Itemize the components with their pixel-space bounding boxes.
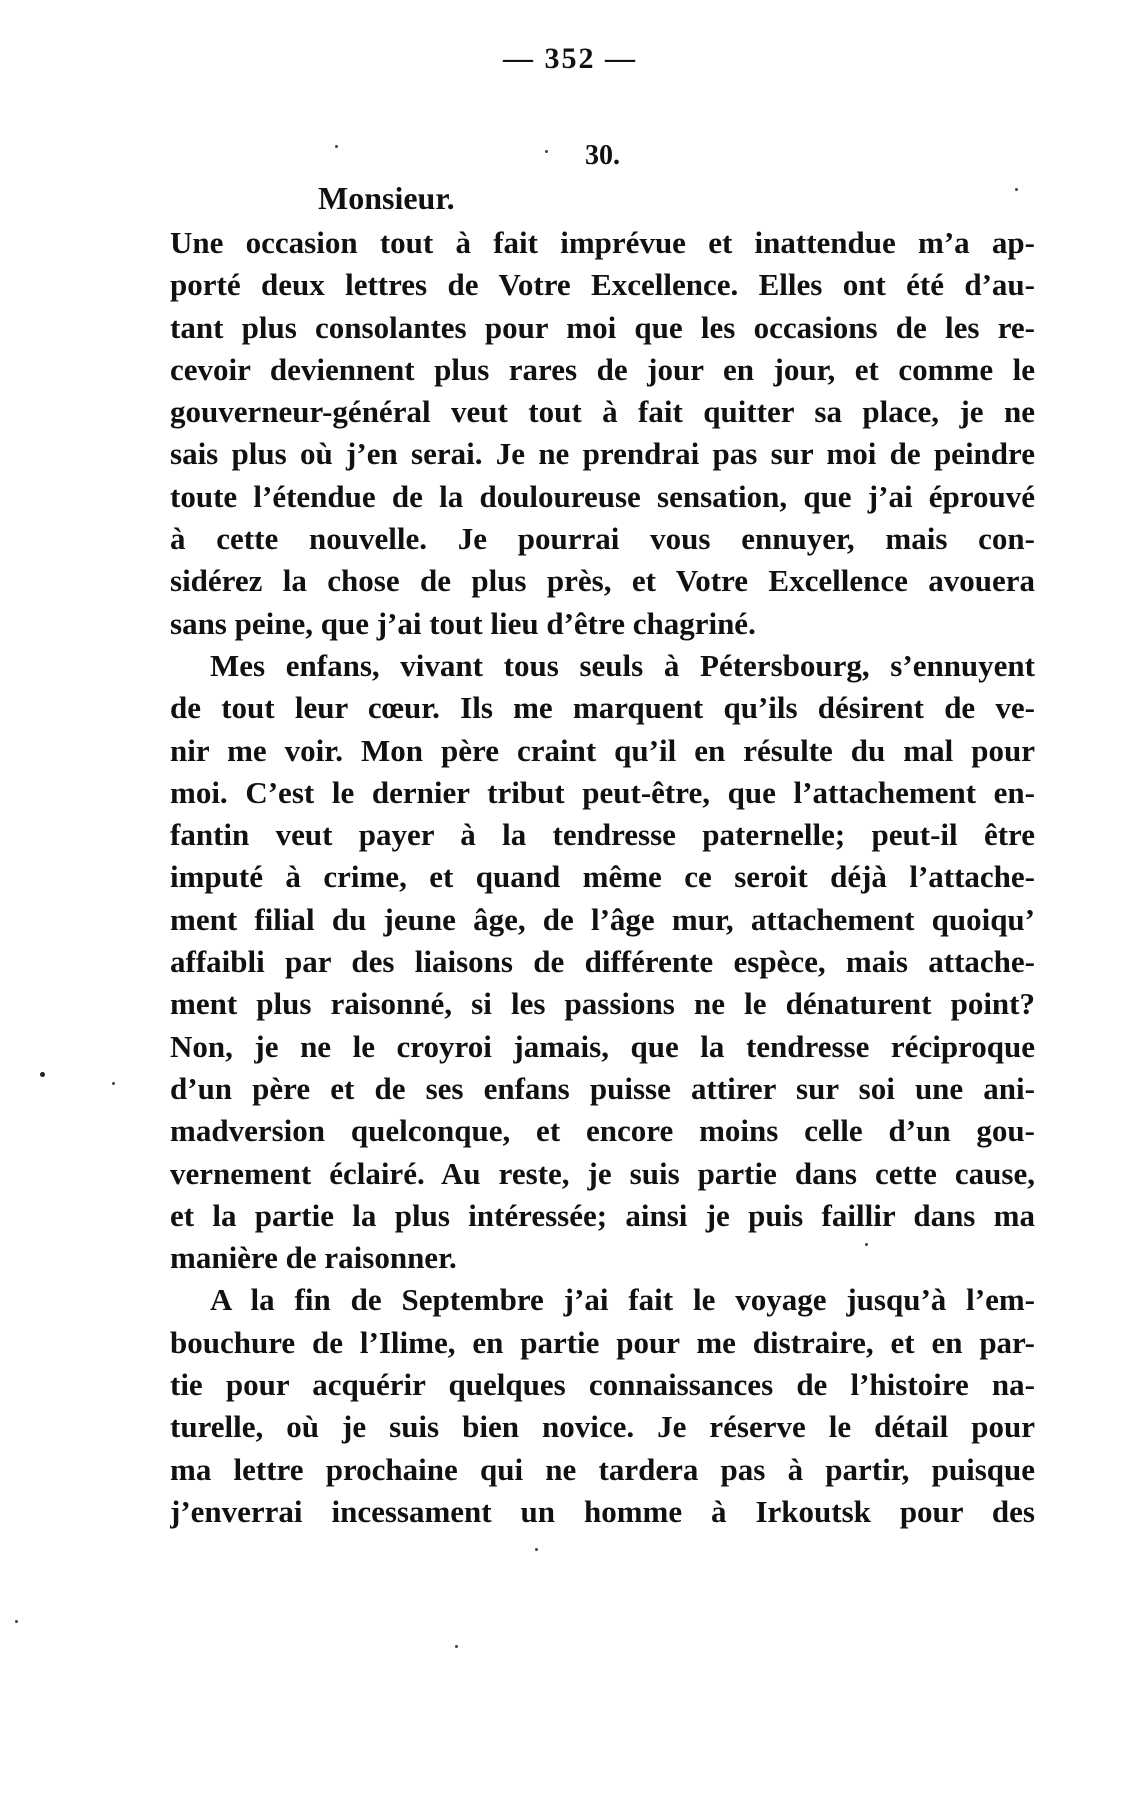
scan-speck	[335, 145, 338, 148]
text-line: affaibli par des liaisons de différente espèce, mais attache-	[170, 944, 1035, 980]
text-line: imputé à crime, et quand même ce seroit déjà l’attache-	[170, 859, 1035, 895]
text-line: moi. C’est le dernier tribut peut-être, que l’attachement en-	[170, 774, 1035, 810]
text-line: sans peine, que j’ai tout lieu d’être chagriné.	[170, 605, 756, 641]
text-line: turelle, où je suis bien novice. Je réserve le détail pour	[170, 1409, 1035, 1445]
text-line: manière de raisonner.	[170, 1240, 457, 1276]
text-line: A la fin de Septembre j’ai fait le voyage jusqu’à l’em-	[210, 1282, 1035, 1318]
text-line: ma lettre prochaine qui ne tardera pas à partir, puisque	[170, 1451, 1035, 1487]
scan-speck	[545, 150, 548, 153]
text-line: gouverneur-général veut tout à fait quitter sa place, je ne	[170, 394, 1035, 430]
scan-speck	[865, 1243, 868, 1246]
text-line: Une occasion tout à fait imprévue et inattendue m’a ap-	[170, 225, 1035, 260]
text-line: madversion quelconque, et encore moins celle d’un gou-	[170, 1113, 1035, 1149]
text-line: j’enverrai incessament un homme à Irkoutsk pour des	[170, 1493, 1035, 1529]
text-line: tie pour acquérir quelques connaissances de l’histoire na-	[170, 1367, 1035, 1403]
text-line: tant plus consolantes pour moi que les occasions de les re-	[170, 309, 1035, 345]
text-line: toute l’étendue de la douloureuse sensation, que j’ai éprouvé	[170, 478, 1035, 514]
scan-speck	[455, 1645, 458, 1648]
text-line: fantin veut payer à la tendresse paternelle; peut-il être	[170, 817, 1035, 853]
text-line: vernement éclairé. Au reste, je suis partie dans cette cause,	[170, 1155, 1035, 1191]
text-line: ment plus raisonné, si les passions ne le dénaturent point?	[170, 986, 1035, 1022]
text-line: Non, je ne le croyroi jamais, que la tendresse réciproque	[170, 1028, 1035, 1064]
text-line: de tout leur cœur. Ils me marquent qu’ils désirent de ve-	[170, 690, 1035, 726]
text-line: à cette nouvelle. Je pourrai vous ennuyer, mais con-	[170, 521, 1035, 557]
page-number: — 352 —	[503, 42, 637, 75]
text-line: porté deux lettres de Votre Excellence. Elles ont été d’au-	[170, 267, 1035, 303]
scan-speck	[15, 1620, 18, 1623]
letter-number: 30.	[585, 140, 620, 171]
salutation: Monsieur.	[318, 180, 455, 216]
text-line: bouchure de l’Ilime, en partie pour me distraire, et en par-	[170, 1324, 1035, 1360]
text-line: sidérez la chose de plus près, et Votre Excellence avouera	[170, 563, 1035, 599]
text-line: Mes enfans, vivant tous seuls à Pétersbourg, s’ennuyent	[210, 647, 1035, 683]
scan-speck	[535, 1548, 538, 1551]
text-line: cevoir deviennent plus rares de jour en jour, et comme le	[170, 351, 1035, 387]
letter-body	[170, 222, 1035, 1533]
text-line: nir me voir. Mon père craint qu’il en résulte du mal pour	[170, 732, 1035, 768]
text-line: d’un père et de ses enfans puisse attirer sur soi une ani-	[170, 1070, 1035, 1106]
text-line: sais plus où j’en serai. Je ne prendrai pas sur moi de peindre	[170, 436, 1035, 472]
scan-speck	[112, 1082, 115, 1085]
scan-speck	[40, 1072, 45, 1077]
scan-speck	[1015, 188, 1018, 191]
text-line: ment filial du jeune âge, de l’âge mur, attachement quoiqu’	[170, 901, 1035, 937]
text-line: et la partie la plus intéressée; ainsi je puis faillir dans ma	[170, 1197, 1035, 1233]
